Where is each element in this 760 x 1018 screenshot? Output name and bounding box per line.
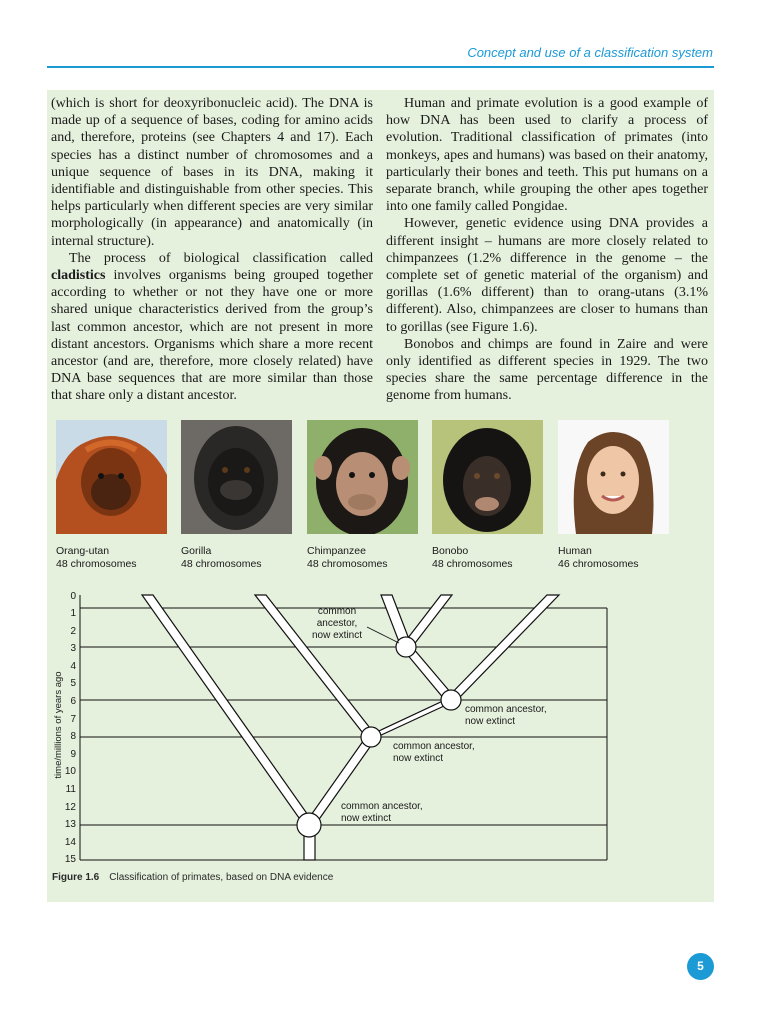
tick-label: 13 — [64, 819, 76, 830]
node-label-line: now extinct — [311, 630, 363, 641]
tick-label: 12 — [64, 802, 76, 813]
right-paragraph-1: Human and primate evolution is a good example of how DNA has been used to clarify a process of evolution. Traditional classification of primates (into monkeys, apes and humans) was based on their anatomy, particularly their bones and teeth. This put humans on a separate branch, while grouping the other apes together into one family called Pongidae. — [386, 96, 708, 215]
left-paragraph-1: (which is short for deoxyribonucleic acid). The DNA is made up of a sequence of bases, coding for amino acids and, therefore, proteins (see Chapters 4 and 17). Each species has a distinct number of chromosomes and a unique sequence of bases in its DNA, making it identifiable and distinguishable from other species. This helps particularly when different species are very similar morphologically (in appearance) and anatomically (in internal structure). — [51, 96, 373, 249]
tick-label: 1 — [70, 608, 76, 619]
tick-label: 11 — [65, 784, 76, 795]
left-column — [51, 95, 373, 405]
species-caption-bonobo — [432, 545, 562, 570]
chromosome-count: 48 chromosomes — [307, 557, 388, 570]
node-label-chimp-bonobo — [312, 606, 362, 641]
node-label-line: now extinct — [393, 753, 444, 764]
node-label-line: common ancestor, — [393, 741, 475, 752]
tick-label: 5 — [70, 678, 76, 689]
species-caption-orang-utan — [56, 545, 186, 570]
node-label-line: ancestor, — [316, 618, 358, 629]
tick-labels — [65, 591, 77, 865]
tick-label: 8 — [70, 731, 76, 742]
figure-caption-text: Classification of primates, based on DNA evidence — [109, 872, 334, 883]
tick-label: 14 — [64, 837, 76, 848]
bonobo-photo — [432, 420, 543, 534]
node-label-great-ape — [341, 801, 423, 824]
node-african-ape-ancestor — [361, 727, 381, 747]
node-label-hominine — [465, 704, 547, 727]
tick-label: 7 — [70, 714, 76, 725]
tick-label: 15 — [64, 854, 76, 865]
node-label-line: common — [317, 606, 357, 617]
phylogenetic-tree — [47, 585, 617, 870]
species-caption-chimpanzee — [307, 545, 437, 570]
chromosome-count: 48 chromosomes — [432, 557, 513, 570]
tick-label: 0 — [70, 591, 76, 602]
node-label-line: common ancestor, — [341, 801, 423, 812]
chromosome-count: 46 chromosomes — [558, 557, 639, 570]
node-label-line: now extinct — [465, 716, 516, 727]
species-name: Bonobo — [432, 545, 469, 557]
species-caption-gorilla — [181, 545, 311, 570]
figure-number: Figure 1.6 — [52, 872, 100, 883]
tick-label: 4 — [70, 661, 76, 672]
node-label-line: now extinct — [341, 813, 392, 824]
gorilla-photo — [181, 420, 292, 534]
tick-label: 3 — [70, 643, 76, 654]
tick-label: 2 — [70, 626, 76, 637]
human-photo — [558, 420, 669, 534]
right-paragraph-2: However, genetic evidence using DNA provides a different insight – humans are more closely related to chimpanzees (1.2% difference in the genome – the complete set of genetic material of the organism) and gorillas (1.6% different) than to orang-utans (3.1% different). Also, chimpanzees are closer to humans than to gorillas (see Figure 1.6). — [386, 216, 708, 335]
running-header: Concept and use of a classification system — [467, 45, 713, 60]
node-label-line: common ancestor, — [465, 704, 547, 715]
chromosome-count: 48 chromosomes — [56, 557, 137, 570]
node-chimp-bonobo-ancestor — [396, 637, 416, 657]
p2-text-before: The process of biological classification called — [69, 250, 373, 266]
tick-label: 10 — [64, 766, 76, 777]
page-number-badge: 5 — [687, 953, 714, 980]
cladistics-term: cladistics — [51, 268, 106, 284]
node-label-african-ape — [393, 741, 475, 764]
species-name: Gorilla — [181, 545, 212, 557]
species-name: Chimpanzee — [307, 545, 366, 557]
p2-text-after: involves organisms being grouped together according to whether or not they have one or more shared unique characteristics derived from the group’s last common ancestor, which are not present in more distant ancestors. Organisms which share a more recent ancestor (and are, therefore, more closely related) have DNA base sequences that are more similar than those that share only a distant ancestor. — [51, 268, 373, 404]
chimpanzee-photo — [307, 420, 418, 534]
right-column — [386, 95, 708, 405]
branch-gorilla — [255, 595, 377, 737]
tick-label: 9 — [70, 749, 76, 760]
header-rule — [47, 66, 714, 68]
left-paragraph-2 — [51, 250, 373, 405]
node-hominine-ancestor — [441, 690, 461, 710]
right-paragraph-3: Bonobos and chimps are found in Zaire and were only identified as different species in 1929. The two species share the same percentage difference in the genome from humans. — [386, 336, 708, 404]
species-name: Human — [558, 545, 592, 557]
tick-label: 6 — [70, 696, 76, 707]
species-caption-human — [558, 545, 688, 570]
figure-caption — [52, 872, 333, 883]
chromosome-count: 48 chromosomes — [181, 557, 262, 570]
y-axis-label: time/millions of years ago — [53, 671, 64, 779]
orang-utan-photo — [56, 420, 167, 534]
species-name: Orang-utan — [56, 545, 110, 557]
node-great-ape-ancestor — [297, 813, 321, 837]
